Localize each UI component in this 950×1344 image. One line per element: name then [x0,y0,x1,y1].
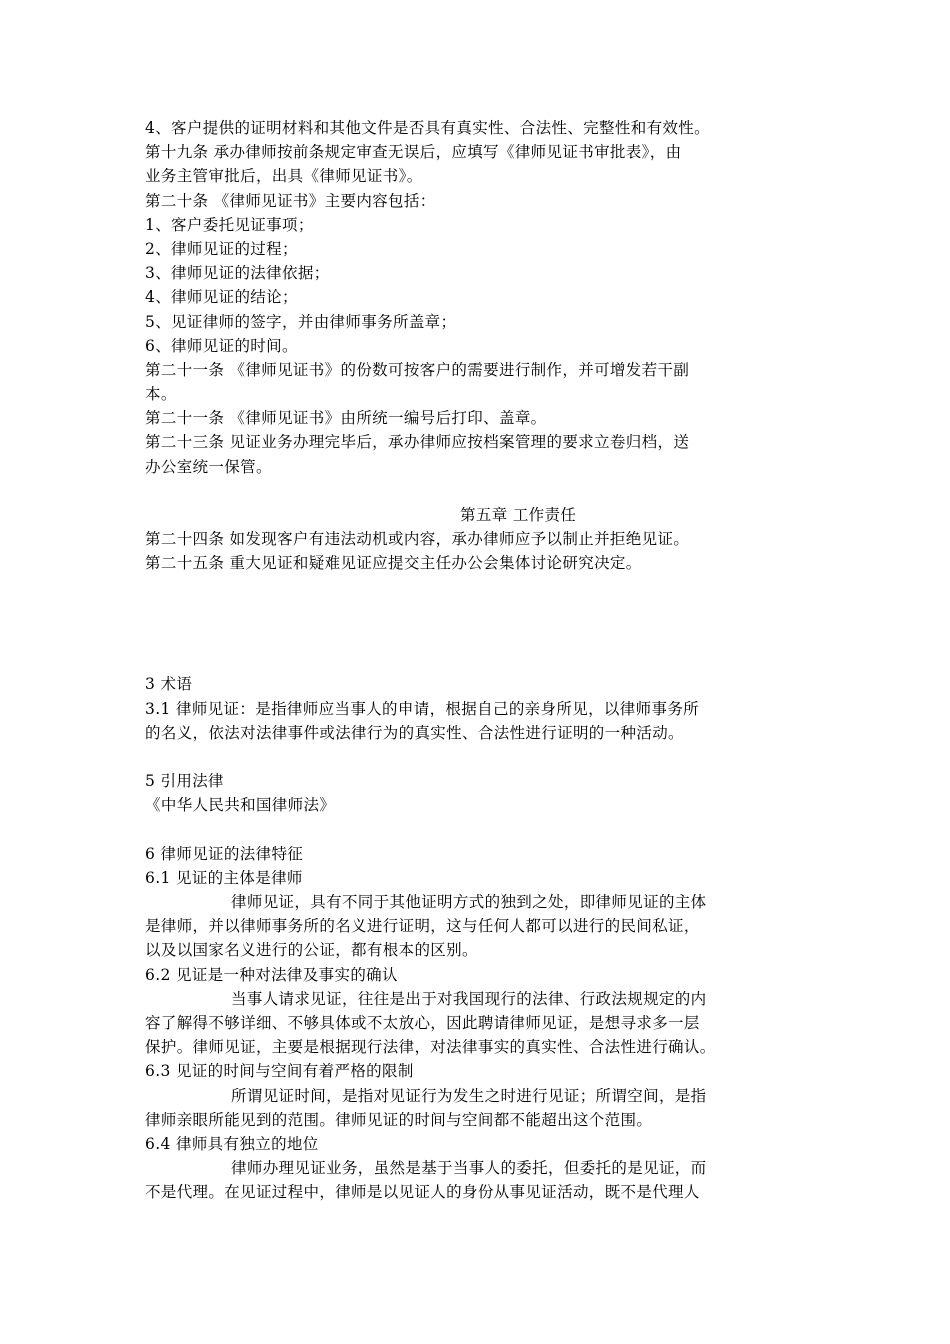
text-line: 办公室统一保管。 [145,457,272,476]
article-21-line: 第二十一条 《律师见证书》的份数可按客户的需要进行制作，并可增发若干副 [145,360,690,379]
spacer [145,479,810,503]
spacer [145,745,810,769]
subsection-heading: 6.3 见证的时间与空间有着严格的限制 [145,1062,414,1081]
section-heading: 5 引用法律 [145,772,224,791]
paragraph-line: 容了解得不够详细、不够具体或不太放心，因此聘请律师见证，是想寻求多一层 [145,1013,700,1032]
list-item: 6、律师见证的时间。 [145,336,298,355]
paragraph-line: 律师办理见证业务，虽然是基于当事人的委托，但委托的是见证，而 [231,1159,707,1178]
document-page [145,116,810,1204]
article-25-line: 第二十五条 重大见证和疑难见证应提交主任办公会集体讨论研究决定。 [145,554,642,573]
text-line: 4、客户提供的证明材料和其他文件是否具有真实性、合法性、完整性和有效性。 [145,119,710,137]
list-item: 3、律师见证的法律依据； [145,264,330,283]
text-line: 本。 [145,385,177,404]
text-line: 业务主管审批后，出具《律师见证书》。 [145,167,423,186]
list-item: 2、律师见证的过程； [145,239,298,258]
paragraph-line: 律师见证，具有不同于其他证明方式的独到之处，即律师见证的主体 [231,893,707,912]
list-item: 5、见证律师的签字，并由律师事务所盖章； [145,312,457,331]
paragraph-line: 不是代理。在见证过程中，律师是以见证人的身份从事见证活动，既不是代理人 [145,1183,700,1202]
article-23-line: 第二十三条 见证业务办理完毕后，承办律师应按档案管理的要求立卷归档，送 [145,433,690,452]
text-line: 3.1 律师见证：是指律师应当事人的申请，根据自己的亲身所见，以律师事务所 [145,699,700,718]
spacer [145,817,810,841]
chapter-heading: 第五章 工作责任 [460,506,577,524]
article-24-line: 第二十四条 如发现客户有违法动机或内容，承办律师应予以制止并拒绝见证。 [145,530,690,549]
paragraph-line: 是律师，并以律师事务所的名义进行证明，这与任何人都可以进行的民间私证， [145,917,700,936]
spacer [145,576,810,673]
section-heading: 6 律师见证的法律特征 [145,844,304,863]
subsection-heading: 6.4 律师具有独立的地位 [145,1134,319,1153]
article-19-line: 第十九条 承办律师按前条规定审查无误后，应填写《律师见证书审批表》，由 [145,143,682,162]
list-item: 1、客户委托见证事项； [145,215,314,234]
paragraph-line: 所谓见证时间，是指对见证行为发生之时进行见证；所谓空间，是指 [231,1086,707,1105]
article-20-line: 第二十条 《律师见证书》主要内容包括： [145,191,436,210]
text-line: 的名义，依法对法律事件或法律行为的真实性、合法性进行证明的一种活动。 [145,723,684,742]
paragraph-line: 当事人请求见证，往往是出于对我国现行的法律、行政法规规定的内 [231,989,707,1008]
paragraph-line: 以及以国家名义进行的公证，都有根本的区别。 [145,941,478,960]
section-heading: 3 术语 [145,675,193,694]
article-22-line: 第二十一条 《律师见证书》由所统一编号后打印、盖章。 [145,409,547,428]
paragraph-line: 律师亲眼所能见到的范围。律师见证的时间与空间都不能超出这个范围。 [145,1110,653,1129]
subsection-heading: 6.2 见证是一种对法律及事实的确认 [145,965,398,984]
list-item: 4、律师见证的结论； [145,288,298,307]
paragraph-line: 保护。律师见证，主要是根据现行法律，对法律事实的真实性、合法性进行确认。 [145,1038,716,1057]
law-citation: 《中华人民共和国律师法》 [145,796,336,815]
subsection-heading: 6.1 见证的主体是律师 [145,868,303,887]
